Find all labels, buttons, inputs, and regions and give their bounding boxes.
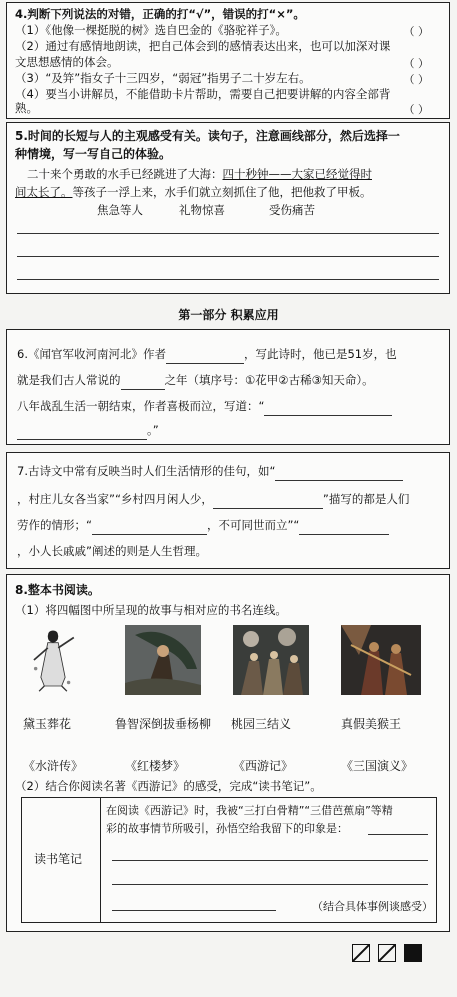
q7-blank-3[interactable]	[92, 534, 207, 535]
q6-text-1a: 6.《闻官军收河南河北》作者	[17, 347, 166, 361]
caption-lu-zhishen: 鲁智深倒拔垂杨柳	[115, 717, 212, 731]
marker-square-3	[404, 944, 422, 962]
q5-sentence-1	[27, 167, 372, 181]
reading-note-divider	[100, 798, 101, 922]
q7-blank-1[interactable]	[275, 480, 403, 481]
reading-note-label: 读书笔记	[34, 852, 83, 866]
q6-author-blank[interactable]	[166, 363, 244, 364]
reading-note-hint: （结合具体事例谈感受）	[312, 900, 433, 913]
q8-box	[6, 574, 450, 932]
q4-item-4b: 熟。	[15, 101, 38, 115]
q4-item-3: （3）“及笄”指女子十三四岁，“弱冠”指男子二十岁左右。	[15, 71, 311, 85]
q5-option-3: 受伤痛苦	[269, 203, 315, 217]
q6-poem-blank-2[interactable]	[17, 439, 147, 440]
reading-note-blank-3[interactable]	[112, 884, 428, 885]
q4-paren-4[interactable]: （ ）	[403, 103, 429, 116]
q4-paren-2[interactable]: （ ）	[403, 57, 429, 70]
q5-underlined-b: 间太长了。	[15, 185, 73, 199]
q6-text-4b: 。”	[147, 423, 159, 437]
q4-title: 4.判断下列说法的对错，正确的打“√”，错误的打“×”。	[15, 7, 305, 21]
q8-title: 8.整本书阅读。	[15, 583, 100, 597]
q6-age-blank[interactable]	[121, 389, 165, 390]
q5-option-2: 礼物惊喜	[179, 203, 225, 217]
caption-peach-garden: 桃园三结义	[231, 717, 292, 731]
q7-blank-2[interactable]	[213, 508, 323, 509]
q5-answer-line-1[interactable]	[17, 233, 439, 234]
q7-blank-4[interactable]	[299, 534, 389, 535]
book-honglou[interactable]: 《红楼梦》	[125, 759, 186, 773]
q6-line-3	[17, 396, 443, 416]
book-sanguo[interactable]: 《三国演义》	[341, 759, 414, 773]
section-title: 第一部分 积累应用	[178, 308, 279, 322]
reading-note-blank-1[interactable]	[368, 834, 428, 835]
q4-item-1: （1）《他像一棵挺脱的树》选自巴金的《骆驼祥子》。	[15, 23, 287, 37]
q5-answer-line-3[interactable]	[17, 279, 439, 280]
q6-poem-blank-1[interactable]	[264, 415, 392, 416]
reading-note-blank-2[interactable]	[112, 860, 428, 861]
q7-line-2	[17, 489, 443, 509]
q6-line-2	[17, 370, 443, 390]
q8-sub-1: （1）将四幅图中所呈现的故事与相对应的书名连线。	[15, 603, 287, 617]
q7-text-1a: 7.古诗文中常有反映当时人们生活情形的佳句，如“	[17, 464, 276, 478]
q4-item-2: （2）通过有感情地朗读，把自己体会到的感情表达出来，也可以加深对课	[15, 39, 391, 53]
q5-sentence-a: 二十来个勇敢的水手已经跳进了大海：	[27, 167, 223, 181]
q7-line-4	[17, 541, 443, 561]
caption-daiyu: 黛玉葬花	[23, 717, 72, 731]
q7-line-1	[17, 461, 443, 481]
marker-square-2	[378, 944, 396, 962]
true-false-monkey-king-image	[341, 625, 421, 695]
q7-text-3a: 劳作的情形；“	[17, 518, 92, 532]
caption-monkey-king: 真假美猴王	[341, 717, 402, 731]
q8-sub-2: （2）结合你阅读名著《西游记》的感受，完成“读书笔记”。	[15, 779, 322, 793]
q7-line-3	[17, 515, 443, 535]
q6-text-3a: 八年战乱生活一朝结束，作者喜极而泣，写道：“	[17, 399, 265, 413]
reading-note-line-2: 彩的故事情节所吸引，孙悟空给我留下的印象是：	[106, 822, 348, 835]
q5-answer-line-2[interactable]	[17, 256, 439, 257]
q7-text-4a: ，小人长戚戚”阐述的则是人生哲理。	[17, 544, 207, 558]
book-xiyou[interactable]: 《西游记》	[233, 759, 294, 773]
q6-text-2a: 就是我们古人常说的	[17, 373, 121, 387]
q7-text-2b: ”描写的都是人们	[322, 492, 410, 506]
marker-square-1	[352, 944, 370, 962]
q7-box	[6, 452, 450, 569]
q5-underlined-a: 四十秒钟——大家已经觉得时	[222, 167, 372, 181]
q6-box	[6, 329, 450, 445]
reading-note-line-1: 在阅读《西游记》时，我被“三打白骨精”“三借芭蕉扇”等精	[106, 804, 393, 817]
q4-paren-1[interactable]: （ ）	[403, 25, 429, 38]
reading-note-table	[21, 797, 437, 923]
q4-paren-3[interactable]: （ ）	[403, 73, 429, 86]
lu-zhishen-image	[125, 625, 201, 695]
q5-box	[6, 122, 450, 294]
q5-sentence-2	[15, 185, 372, 199]
peach-garden-oath-image	[233, 625, 309, 695]
q4-box	[6, 2, 450, 119]
q5-title: 5.时间的长短与人的主观感受有关。读句子，注意画线部分，然后选择一	[15, 129, 400, 143]
book-shuihu[interactable]: 《水浒传》	[23, 759, 84, 773]
reading-note-blank-4[interactable]	[112, 910, 276, 911]
q6-text-2b: 之年（填序号：①花甲②古稀③知天命）。	[164, 373, 374, 387]
q6-text-1b: ，写此诗时，他已是51岁，也	[243, 347, 397, 361]
q6-line-4	[17, 420, 443, 440]
q6-line-1	[17, 344, 443, 364]
q4-item-2b: 文思想感情的体会。	[15, 55, 119, 69]
daiyu-burying-flowers-image	[27, 623, 79, 697]
q5-sentence-d: 等孩子一浮上来，水手们就立刻抓住了他，把他救了甲板。	[72, 185, 372, 199]
q5-option-1: 焦急等人	[97, 203, 143, 217]
q7-text-2a: ，村庄儿女各当家”“乡村四月闲人少，	[17, 492, 213, 506]
q7-text-3b: ，不可同世而立”“	[206, 518, 300, 532]
q5-title-2: 种情境，写一写自己的体验。	[15, 147, 172, 161]
q4-item-4: （4）要当小讲解员，不能借助卡片帮助，需要自己把要讲解的内容全部背	[15, 87, 391, 101]
